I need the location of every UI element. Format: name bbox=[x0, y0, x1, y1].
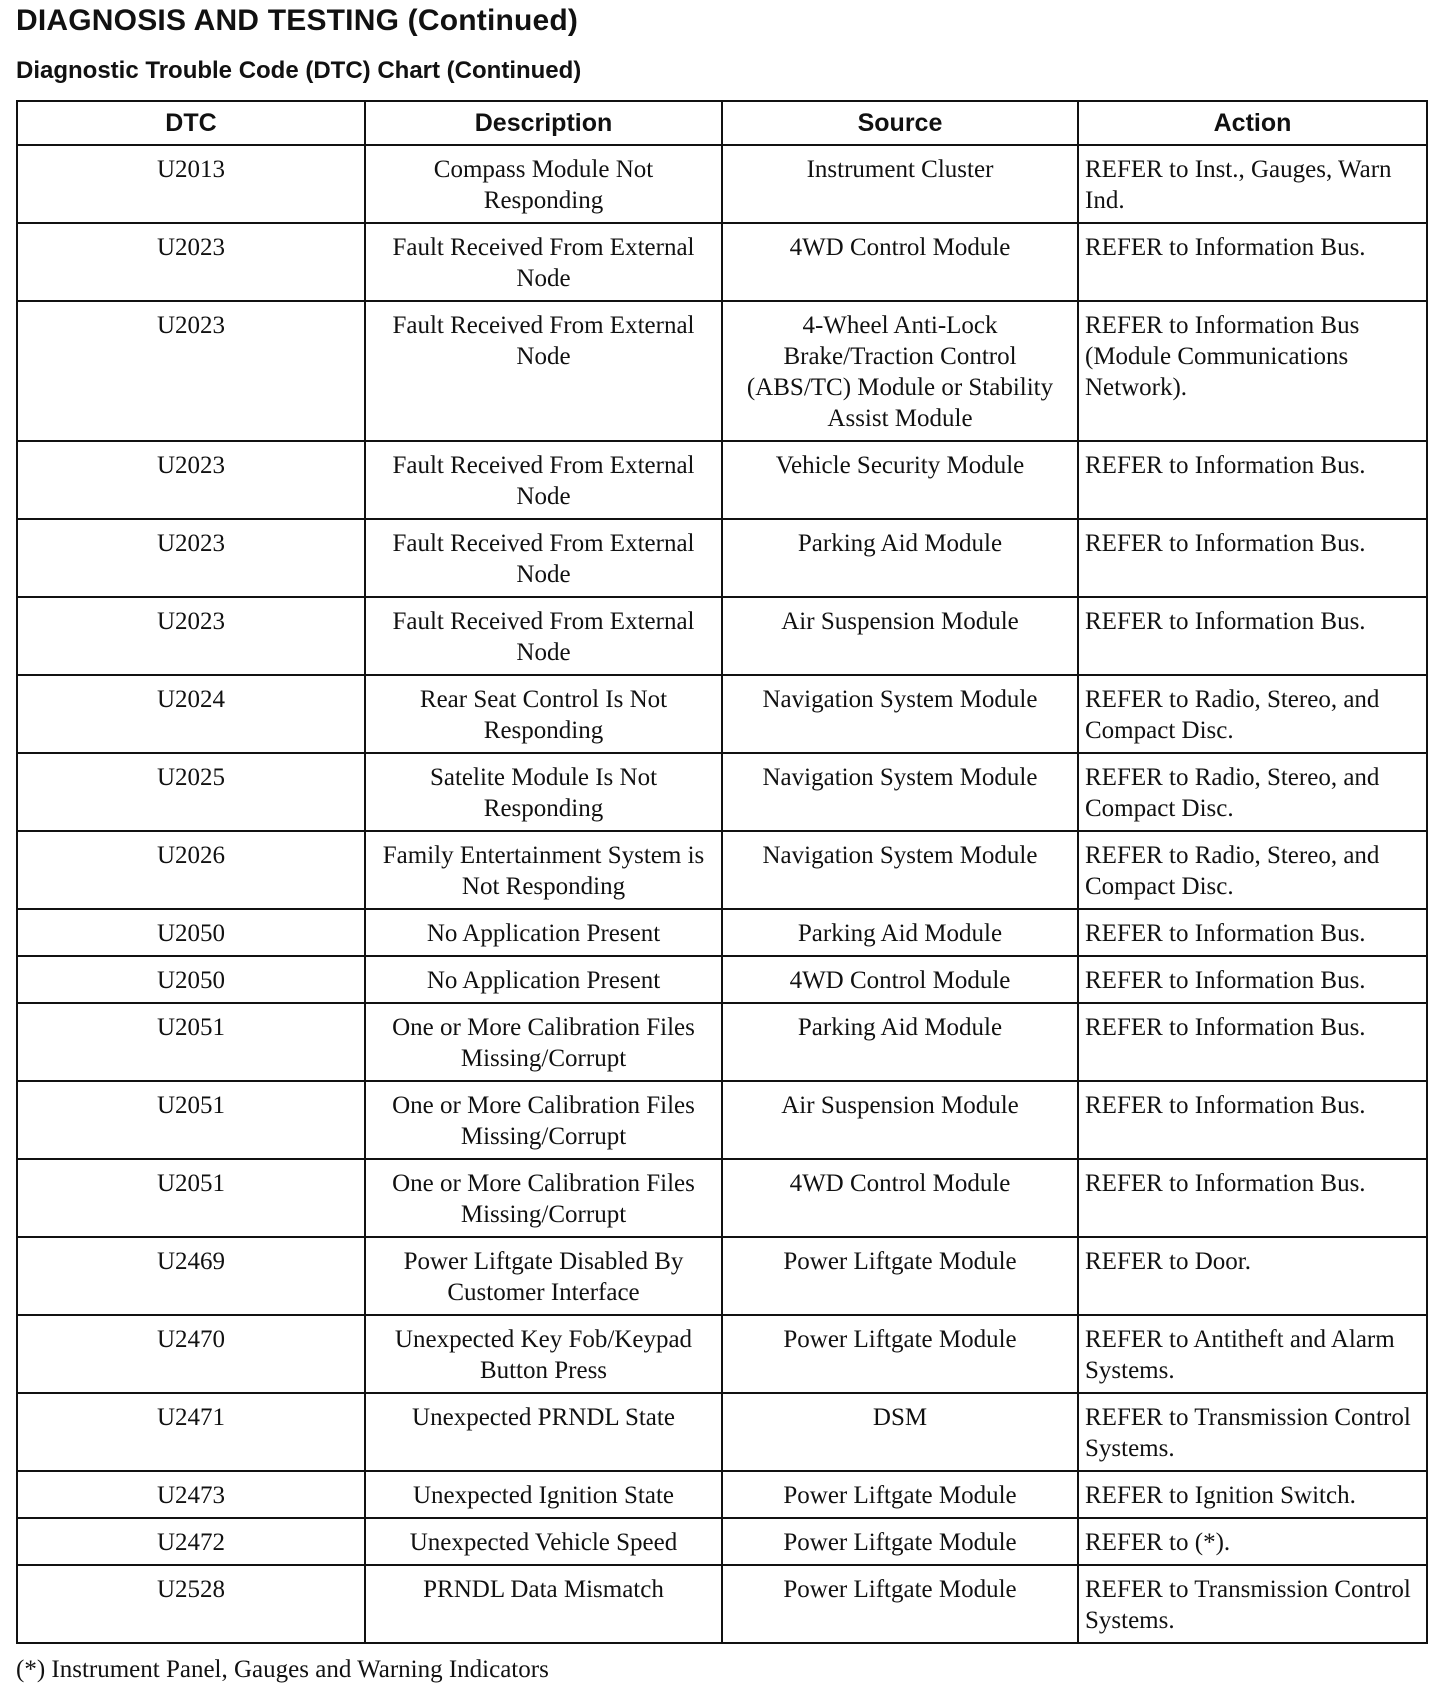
dtc-cell: U2023 bbox=[17, 441, 365, 519]
description-cell: Unexpected Vehicle Speed bbox=[365, 1518, 722, 1565]
action-cell: REFER to Antitheft and Alarm Systems. bbox=[1078, 1315, 1427, 1393]
description-cell: Fault Received From External Node bbox=[365, 301, 722, 441]
source-cell: Air Suspension Module bbox=[722, 597, 1078, 675]
table-row bbox=[17, 145, 1427, 223]
source-cell: Navigation System Module bbox=[722, 831, 1078, 909]
source-cell: Power Liftgate Module bbox=[722, 1315, 1078, 1393]
dtc-cell: U2023 bbox=[17, 597, 365, 675]
table-row bbox=[17, 1471, 1427, 1518]
dtc-cell: U2013 bbox=[17, 145, 365, 223]
description-cell: One or More Calibration Files Missing/Corrupt bbox=[365, 1081, 722, 1159]
action-cell: REFER to Information Bus. bbox=[1078, 519, 1427, 597]
table-row bbox=[17, 831, 1427, 909]
description-cell: Unexpected PRNDL State bbox=[365, 1393, 722, 1471]
source-cell: 4WD Control Module bbox=[722, 1159, 1078, 1237]
description-cell: PRNDL Data Mismatch bbox=[365, 1565, 722, 1643]
action-cell: REFER to (*). bbox=[1078, 1518, 1427, 1565]
description-cell: Fault Received From External Node bbox=[365, 597, 722, 675]
column-header-description: Description bbox=[365, 101, 722, 145]
description-cell: Compass Module Not Responding bbox=[365, 145, 722, 223]
dtc-cell: U2024 bbox=[17, 675, 365, 753]
description-cell: Fault Received From External Node bbox=[365, 441, 722, 519]
source-cell: Parking Aid Module bbox=[722, 909, 1078, 956]
action-cell: REFER to Information Bus (Module Communications Network). bbox=[1078, 301, 1427, 441]
dtc-cell: U2023 bbox=[17, 519, 365, 597]
table-row bbox=[17, 753, 1427, 831]
description-cell: Family Entertainment System is Not Responding bbox=[365, 831, 722, 909]
description-cell: Satelite Module Is Not Responding bbox=[365, 753, 722, 831]
chart-title: Diagnostic Trouble Code (DTC) Chart (Continued) bbox=[16, 57, 582, 84]
source-cell: Power Liftgate Module bbox=[722, 1565, 1078, 1643]
table-row bbox=[17, 1565, 1427, 1643]
action-cell: REFER to Information Bus. bbox=[1078, 909, 1427, 956]
dtc-cell: U2025 bbox=[17, 753, 365, 831]
action-cell: REFER to Transmission Control Systems. bbox=[1078, 1565, 1427, 1643]
dtc-cell: U2473 bbox=[17, 1471, 365, 1518]
dtc-cell: U2470 bbox=[17, 1315, 365, 1393]
document-page bbox=[16, 0, 1426, 1686]
source-cell: Power Liftgate Module bbox=[722, 1518, 1078, 1565]
table-row bbox=[17, 909, 1427, 956]
action-cell: REFER to Information Bus. bbox=[1078, 597, 1427, 675]
dtc-cell: U2469 bbox=[17, 1237, 365, 1315]
table-row bbox=[17, 441, 1427, 519]
action-cell: REFER to Ignition Switch. bbox=[1078, 1471, 1427, 1518]
dtc-cell: U2050 bbox=[17, 956, 365, 1003]
source-cell: Power Liftgate Module bbox=[722, 1471, 1078, 1518]
action-cell: REFER to Information Bus. bbox=[1078, 1003, 1427, 1081]
description-cell: Unexpected Key Fob/Keypad Button Press bbox=[365, 1315, 722, 1393]
table-row bbox=[17, 1518, 1427, 1565]
table-row bbox=[17, 1159, 1427, 1237]
action-cell: REFER to Information Bus. bbox=[1078, 956, 1427, 1003]
description-cell: No Application Present bbox=[365, 909, 722, 956]
dtc-table bbox=[16, 100, 1428, 1644]
description-cell: One or More Calibration Files Missing/Corrupt bbox=[365, 1003, 722, 1081]
source-cell: Parking Aid Module bbox=[722, 519, 1078, 597]
action-cell: REFER to Information Bus. bbox=[1078, 223, 1427, 301]
action-cell: REFER to Radio, Stereo, and Compact Disc. bbox=[1078, 675, 1427, 753]
description-cell: Fault Received From External Node bbox=[365, 223, 722, 301]
source-cell: Navigation System Module bbox=[722, 753, 1078, 831]
footnote: (*) Instrument Panel, Gauges and Warning Indicators bbox=[16, 1656, 549, 1683]
action-cell: REFER to Transmission Control Systems. bbox=[1078, 1393, 1427, 1471]
source-cell: Instrument Cluster bbox=[722, 145, 1078, 223]
action-cell: REFER to Information Bus. bbox=[1078, 1159, 1427, 1237]
table-header-row bbox=[17, 101, 1427, 145]
table-row bbox=[17, 1393, 1427, 1471]
table-row bbox=[17, 956, 1427, 1003]
source-cell: DSM bbox=[722, 1393, 1078, 1471]
table-row bbox=[17, 519, 1427, 597]
table-row bbox=[17, 223, 1427, 301]
source-cell: Air Suspension Module bbox=[722, 1081, 1078, 1159]
source-cell: Vehicle Security Module bbox=[722, 441, 1078, 519]
source-cell: Power Liftgate Module bbox=[722, 1237, 1078, 1315]
source-cell: 4WD Control Module bbox=[722, 956, 1078, 1003]
description-cell: Fault Received From External Node bbox=[365, 519, 722, 597]
dtc-cell: U2051 bbox=[17, 1003, 365, 1081]
source-cell: Navigation System Module bbox=[722, 675, 1078, 753]
dtc-cell: U2051 bbox=[17, 1081, 365, 1159]
dtc-cell: U2528 bbox=[17, 1565, 365, 1643]
dtc-cell: U2471 bbox=[17, 1393, 365, 1471]
column-header-source: Source bbox=[722, 101, 1078, 145]
section-title: DIAGNOSIS AND TESTING (Continued) bbox=[16, 4, 579, 37]
table-row bbox=[17, 675, 1427, 753]
action-cell: REFER to Information Bus. bbox=[1078, 1081, 1427, 1159]
description-cell: No Application Present bbox=[365, 956, 722, 1003]
column-header-action: Action bbox=[1078, 101, 1427, 145]
action-cell: REFER to Inst., Gauges, Warn Ind. bbox=[1078, 145, 1427, 223]
dtc-cell: U2472 bbox=[17, 1518, 365, 1565]
table-row bbox=[17, 1081, 1427, 1159]
dtc-cell: U2050 bbox=[17, 909, 365, 956]
table-row bbox=[17, 1003, 1427, 1081]
table-row bbox=[17, 1315, 1427, 1393]
source-cell: 4WD Control Module bbox=[722, 223, 1078, 301]
action-cell: REFER to Door. bbox=[1078, 1237, 1427, 1315]
dtc-cell: U2051 bbox=[17, 1159, 365, 1237]
table-row bbox=[17, 597, 1427, 675]
action-cell: REFER to Radio, Stereo, and Compact Disc. bbox=[1078, 831, 1427, 909]
dtc-cell: U2023 bbox=[17, 301, 365, 441]
column-header-dtc: DTC bbox=[17, 101, 365, 145]
table-row bbox=[17, 1237, 1427, 1315]
description-cell: Unexpected Ignition State bbox=[365, 1471, 722, 1518]
description-cell: Rear Seat Control Is Not Responding bbox=[365, 675, 722, 753]
dtc-cell: U2023 bbox=[17, 223, 365, 301]
action-cell: REFER to Information Bus. bbox=[1078, 441, 1427, 519]
source-cell: Parking Aid Module bbox=[722, 1003, 1078, 1081]
description-cell: Power Liftgate Disabled By Customer Interface bbox=[365, 1237, 722, 1315]
dtc-cell: U2026 bbox=[17, 831, 365, 909]
table-row bbox=[17, 301, 1427, 441]
source-cell: 4-Wheel Anti-Lock Brake/Traction Control (ABS/TC) Module or Stability Assist Module bbox=[722, 301, 1078, 441]
description-cell: One or More Calibration Files Missing/Corrupt bbox=[365, 1159, 722, 1237]
action-cell: REFER to Radio, Stereo, and Compact Disc. bbox=[1078, 753, 1427, 831]
